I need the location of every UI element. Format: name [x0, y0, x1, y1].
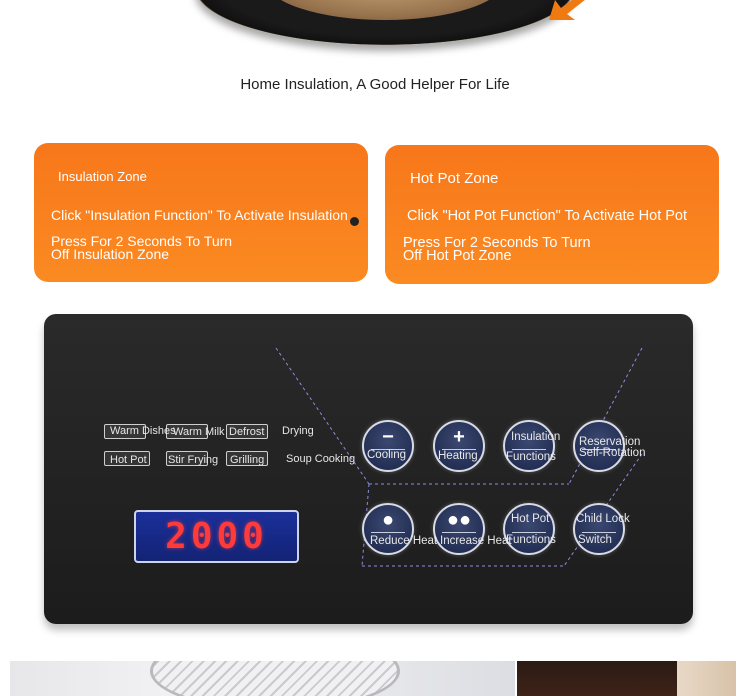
insulation-zone-off-instruction [51, 235, 232, 261]
hotpot-zone-title: Hot Pot Zone [410, 170, 499, 187]
hotpot-zone-off-line2: Off Hot Pot Zone [403, 248, 512, 264]
insulation-zone-instruction: Click "Insulation Function" To Activate Insulation [51, 207, 348, 223]
insulation-icon [512, 449, 546, 450]
cooling-label: Cooling [367, 449, 406, 461]
wine-rack-photo [517, 661, 677, 696]
mode-defrost: Defrost [229, 426, 265, 438]
minus-icon: − [382, 426, 394, 448]
mode-soup-cooking: Soup Cooking [286, 453, 356, 465]
cooling-button[interactable] [362, 420, 414, 472]
insulation-zone-title: Insulation Zone [58, 169, 147, 184]
reservation-label-2: Self-Rotation [579, 447, 646, 459]
mode-drying: Drying [282, 425, 314, 437]
insulation-functions-button[interactable] [503, 420, 555, 472]
reservation-label-1: Reservation [579, 436, 641, 448]
orange-arrow-icon [545, 0, 605, 32]
mode-grilling: Grilling [230, 454, 265, 466]
insulation-zone-off-line1: Press For 2 Seconds To Turn [51, 233, 233, 249]
increase-heat-label: Increase Heat [440, 535, 512, 547]
hotpot-icon [512, 532, 546, 533]
insulation-zone-off-line2: Off Insulation Zone [51, 246, 170, 262]
hotpot-functions-label-1: Hot Pot [511, 513, 550, 525]
bullet-dot-icon [350, 217, 359, 226]
kitchen-photo [677, 661, 736, 696]
heating-label: Heating [438, 450, 478, 462]
heating-button[interactable] [433, 420, 485, 472]
mode-warm-dishes: Warm Dishes [110, 425, 176, 437]
insulation-functions-label-1: Insulation [511, 431, 561, 443]
lock-icon [582, 532, 616, 533]
product-photo-bottom [10, 661, 736, 696]
power-display [134, 510, 299, 563]
hotpot-zone-instruction: Click "Hot Pot Function" To Activate Hot Pot [407, 208, 688, 224]
hotpot-zone-off-instruction [403, 237, 591, 263]
drop-icon: ● [381, 509, 395, 531]
insulation-functions-label-2: Functions [506, 451, 556, 463]
mode-warm-milk: Warm Milk [173, 426, 225, 438]
hotpot-functions-label-2: Functions [506, 534, 556, 546]
mode-stir-frying: Stir Frying [168, 454, 219, 466]
hotpot-functions-button[interactable] [503, 503, 555, 555]
hotpot-zone-card [385, 145, 719, 284]
double-drop-icon: ●● [446, 509, 472, 531]
plus-icon: + [453, 426, 465, 448]
child-lock-label-1: Child Lock [576, 513, 630, 525]
control-panel [44, 314, 693, 624]
power-display-value: 2000 [165, 516, 268, 557]
increase-heat-button[interactable] [433, 503, 485, 555]
tagline: Home Insulation, A Good Helper For Life [240, 76, 510, 93]
mode-hot-pot: Hot Pot [110, 454, 147, 466]
child-lock-button[interactable] [573, 503, 625, 555]
hotpot-zone-off-line1: Press For 2 Seconds To Turn [403, 235, 591, 251]
cooktop-surface [150, 661, 400, 696]
insulation-zone-card [34, 143, 368, 282]
reduce-heat-button[interactable] [362, 503, 414, 555]
product-image-top [0, 0, 750, 60]
reduce-heat-label: Reduce Heat [370, 535, 438, 547]
child-lock-label-2: Switch [578, 534, 612, 546]
